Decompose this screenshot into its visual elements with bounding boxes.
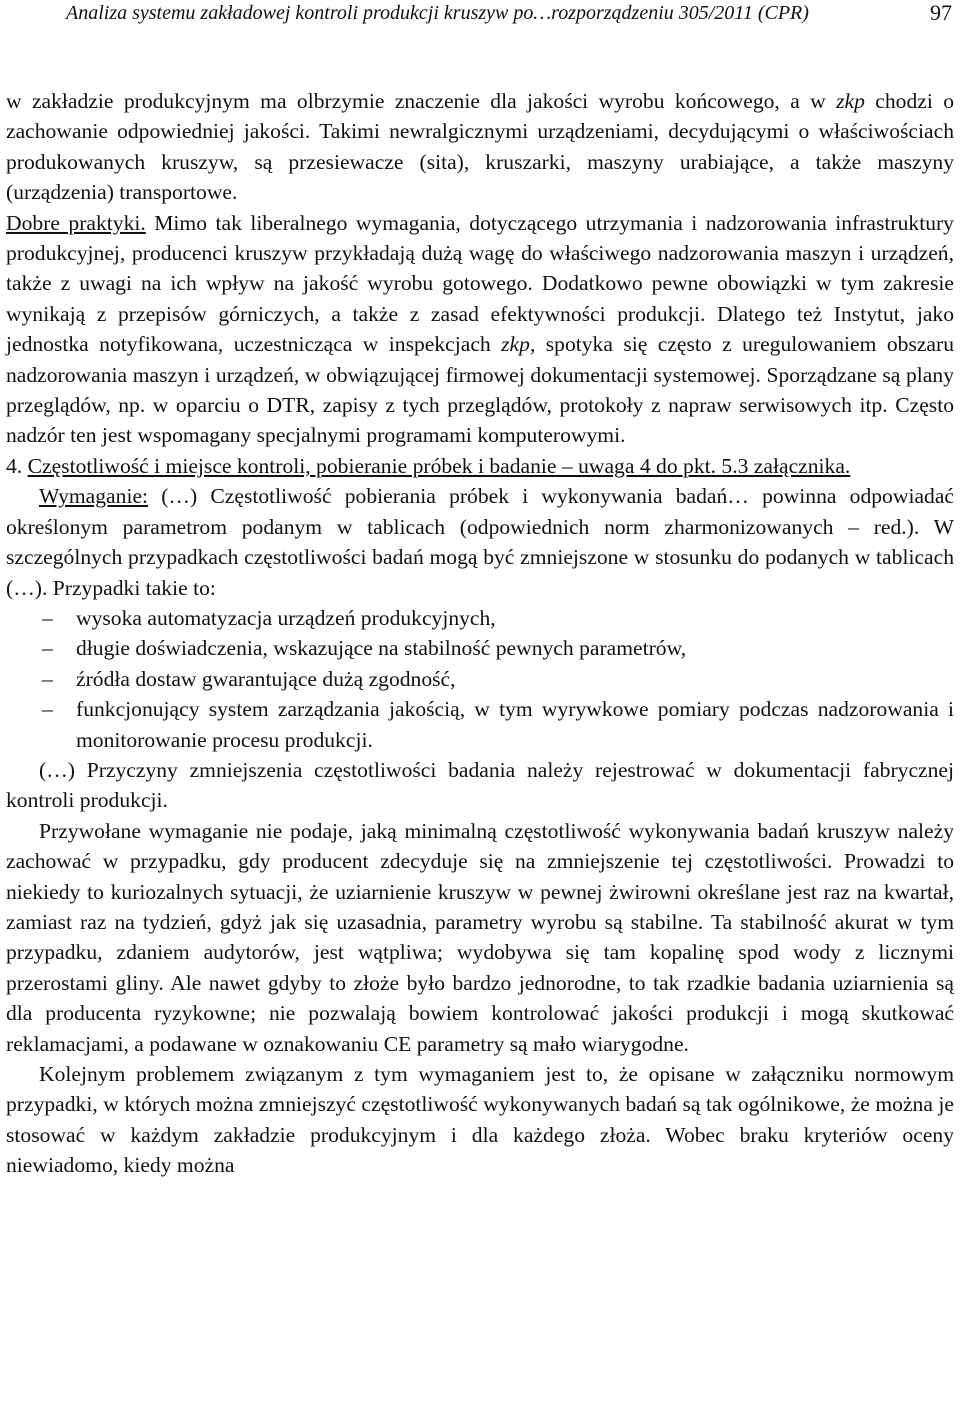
list-item-text: wysoka automatyzacja urządzeń produkcyjnych, <box>76 605 496 630</box>
label-good-practices: Dobre praktyki. <box>6 210 146 235</box>
text-run: chodzi o zachowanie odpowiedniej jakości. Takimi newralgicznymi urządzeniami, decydującymi o właściwościach produkowanych kruszyw, są przesiewacze (sita), kruszarki, maszyny urabiające, a także maszyny (urządzenia) transportowe. <box>6 89 954 205</box>
section-title: Częstotliwość i miejsce kontroli, pobieranie próbek i badanie – uwaga 4 do pkt. 5.3 załącznika. <box>27 453 851 478</box>
label-requirement: Wymaganie: <box>39 484 149 509</box>
list-item <box>6 603 954 633</box>
document-body <box>6 86 954 1181</box>
paragraph-requirement <box>6 481 954 603</box>
paragraph-good-practices <box>6 208 954 451</box>
section-heading-4 <box>6 451 954 481</box>
paragraph-reasons: (…) Przyczyny zmniejszenia częstotliwości badania należy rejestrować w dokumentacji fabrycznej kontroli produkcji. <box>6 757 954 813</box>
text-run: Mimo tak liberalnego wymagania, dotyczącego utrzymania i nadzorowania infrastruktury produkcyjnej, producenci kruszyw przykładają dużą wagę do właściwego nadzorowania maszyn i urządzeń, także z uwagi na ich wpływ na jakość wyrobu gotowego. Dodatkowo pewne obowiązki w tym zakresie wynikają z przepisów górniczych, a także z zasad efektywności produkcji. Dlatego też Instytut, jako jednostka notyfikowana, uczestnicząca w inspekcjach <box>6 210 954 357</box>
page-number: 97 <box>930 0 952 25</box>
running-header <box>6 0 954 30</box>
term-zkp: zkp <box>836 89 865 113</box>
header-title: Analiza systemu zakładowej kontroli produkcji kruszyw po…rozporządzeniu 305/2011 (CPR) <box>66 2 809 24</box>
list-item <box>6 664 954 694</box>
text-run: w zakładzie produkcyjnym ma olbrzymie znaczenie dla jakości wyrobu końcowego, a w <box>6 89 837 113</box>
paragraph-infrastructure <box>6 86 954 208</box>
cases-list <box>6 603 954 755</box>
list-item-text: długie doświadczenia, wskazujące na stabilność pewnych parametrów, <box>76 636 687 661</box>
dash-marker: – <box>42 697 53 722</box>
list-item <box>6 633 954 663</box>
paragraph-next-problem: Kolejnym problemem związanym z tym wymaganiem jest to, że opisane w załączniku normowym przypadki, w których można zmniejszyć częstotliwość wykonywanych badań są tak ogólnikowe, że można je stosować w każdym zakładzie produkcyjnym i dla każdego złoża. Wobec braku kryteriów oceny niewiadomo, kiedy można <box>6 1062 954 1178</box>
list-item-text: źródła dostaw gwarantujące dużą zgodność, <box>76 666 456 691</box>
text-run: , spotyka się często z uregulowaniem obszaru nadzorowania maszyn i urządzeń, w obwiązującej firmowej dokumentacji systemowej. Sporządzane są plany przeglądów, np. w oparciu o DTR, zapisy z tych przeglądów, protokoły z napraw serwisowych itp. Często nadzór ten jest wspomagany specjalnymi programami komputerowymi. <box>6 332 954 448</box>
dash-marker: – <box>42 605 53 630</box>
paragraph-frequency: Przywołane wymaganie nie podaje, jaką minimalną częstotliwość wykonywania badań kruszyw należy zachować w przypadku, gdy producent zdecyduje się na zmniejszenie tej częstotliwości. Prowadzi to niekiedy to kuriozalnych sytuacji, że uziarnienie kruszyw w pewnej żwirowni określane jest raz na kwartał, zamiast raz na tydzień, gdyż jak się uzasadnia, parametry wyrobu są stabilne. Ta stabilność akurat w tym przypadku, zdaniem audytorów, jest wątpliwa; wydobywa się tam kopalinę spod wody z licznymi przerostami gliny. Ale nawet gdyby to złoże było bardzo jednorodne, to tak rzadkie badania uziarnienia są dla producenta ryzykowne; nie pozwalają bowiem kontrolować jakości produkcji i mogą skutkować reklamacjami, a podawane w oznakowaniu CE parametry są mało wiarygodne. <box>6 818 954 1056</box>
dash-marker: – <box>42 666 53 691</box>
text-run: (…) Częstotliwość pobierania próbek i wykonywania badań… powinna odpowiadać określonym parametrom podanym w tablicach (odpowiednich norm zharmonizowanych – red.). W szczególnych przypadkach częstotliwości badań mogą być zmniejszone w stosunku do podanych w tablicach (…). Przypadki takie to: <box>6 484 954 600</box>
list-item <box>6 694 954 755</box>
section-number: 4. <box>6 453 28 478</box>
list-item-text: funkcjonujący system zarządzania jakością, w tym wyrywkowe pomiary podczas nadzorowania i monitorowanie procesu produkcji. <box>76 697 954 752</box>
dash-marker: – <box>42 636 53 661</box>
term-zkp: zkp <box>501 332 530 357</box>
